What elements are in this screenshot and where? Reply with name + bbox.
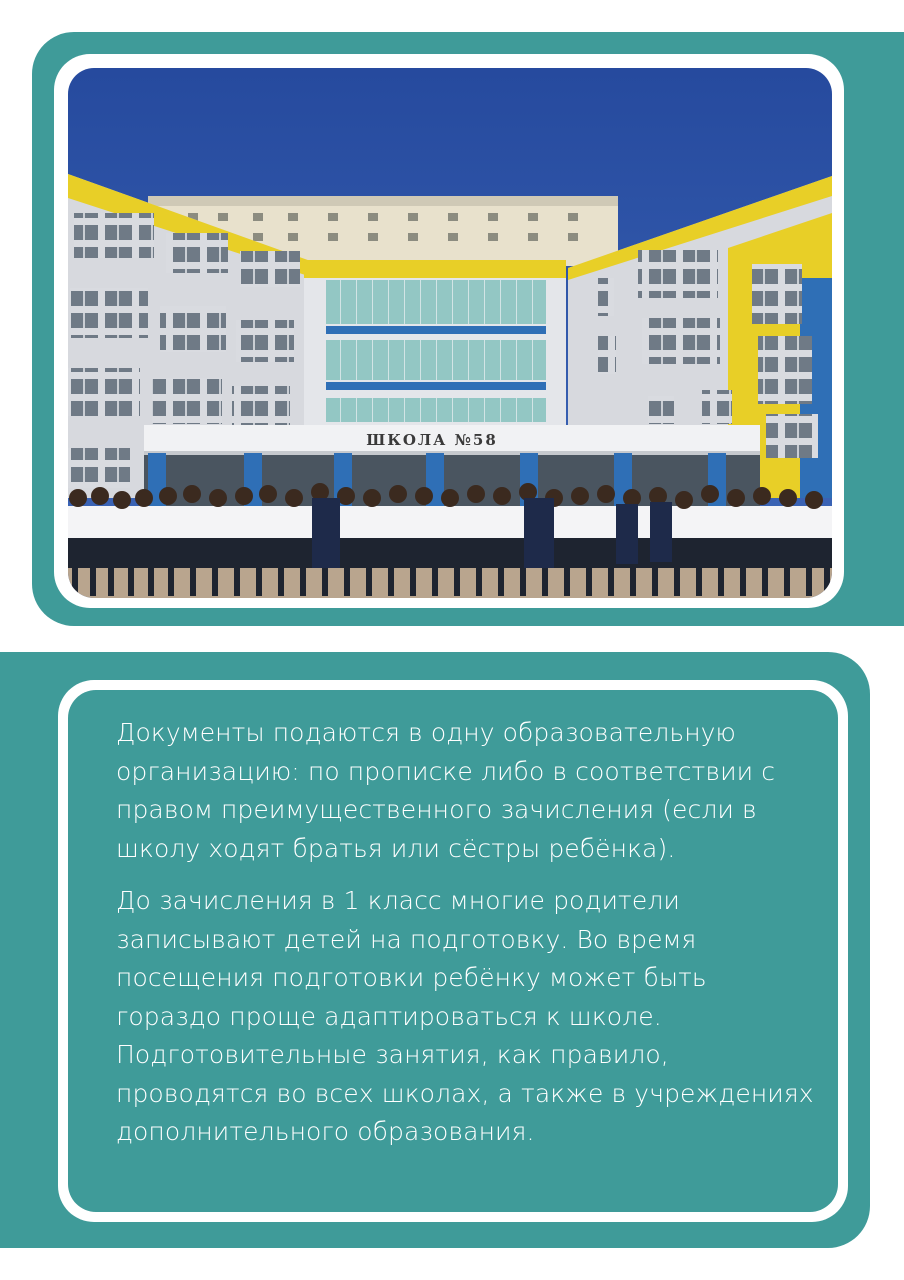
text-panel: [68, 690, 838, 1212]
text-card: [0, 652, 870, 1248]
text-frame: [58, 680, 848, 1222]
school-sign: ШКОЛА №58: [366, 431, 498, 449]
photo-card: [32, 32, 904, 626]
text-body: [116, 714, 816, 1166]
paragraph-preparation: До зачисления в 1 класс многие родители записывают детей на подготовку. Во время посещения подготовки ребёнку может быть гораздо проще адаптироваться к школе. Подготовительные занятия, как правило, проводятся во всех школах, а также в учреждениях дополнительного образования.: [116, 886, 814, 1146]
paragraph-documents: Документы подаются в одну образовательную организацию: по прописке либо в соответствии с правом преимущественного зачисления (если в школу ходят братья или сёстры ребёнка).: [116, 718, 776, 863]
photo-frame: [54, 54, 844, 608]
school-photo: [68, 68, 832, 598]
